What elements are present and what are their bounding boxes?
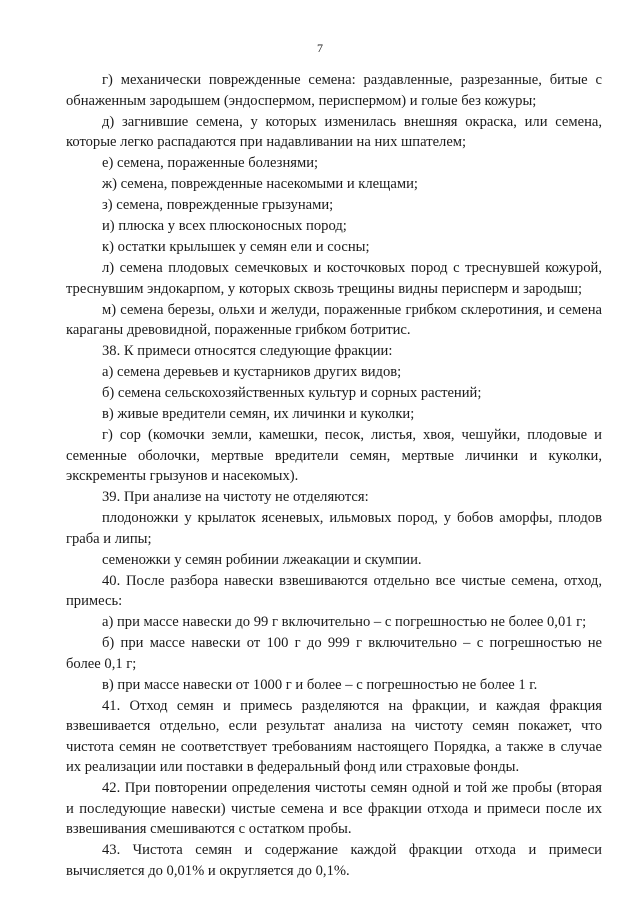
paragraph-38-g: г) сор (комочки земли, камешки, песок, листья, хвоя, чешуйки, плодовые и семенные оболочки, мертвые вредители семян, мертвые личинки и куколки, экскременты грызунов и насекомых). xyxy=(66,427,602,484)
page-number: 7 xyxy=(317,41,323,55)
paragraph-40-v: в) при массе навески от 1000 г и более – с погрешностью не более 1 г. xyxy=(102,676,538,693)
paragraph-e-diseased-seeds: е) семена, пораженные болезнями; xyxy=(102,155,319,171)
paragraph-d-rotten-seeds: д) загнившие семена, у которых изменилась внешняя окраска, или семена, которые легко распадаются при надавливании на них шпателем; xyxy=(66,113,602,150)
paragraph-38-heading: 38. К примеси относятся следующие фракции: xyxy=(102,343,393,359)
paragraph-40-heading: 40. После разбора навески взвешиваются отдельно все чистые семена, отход, примесь: xyxy=(66,572,602,609)
paragraph-43: 43. Чистота семян и содержание каждой фракции отхода и примеси вычисляется до 0,01% и округляется до 0,1%. xyxy=(66,842,602,879)
paragraph-40-a: а) при массе навески до 99 г включительно – с погрешностью не более 0,01 г; xyxy=(102,614,587,630)
paragraph-42: 42. При повторении определения чистоты семян одной и той же пробы (вторая и последующие навески) чистые семена и все фракции отхода и примеси после их взвешивания смешиваются с остатком пробы. xyxy=(66,780,602,837)
paragraph-m-fungus-seeds: м) семена березы, ольхи и желуди, пораженные грибком склеротиния, и семена караганы древовидной, пораженные грибком ботритис. xyxy=(66,301,602,338)
document-body xyxy=(66,70,602,881)
paragraph-l-cracked-seeds: л) семена плодовых семечковых и косточковых пород с треснувшей кожурой, треснувшим эндокарпом, у которых сквозь трещины видны перисперм и зародыш; xyxy=(66,260,602,297)
paragraph-g-damaged-seeds: г) механически поврежденные семена: раздавленные, разрезанные, битые с обнаженным зародышем (эндоспермом, периспермом) и голые без кожуры; xyxy=(66,72,602,109)
paragraph-39-item-2: семеножки у семян робинии лжеакации и скумпии. xyxy=(102,551,422,568)
paragraph-zh-insect-damaged: ж) семена, поврежденные насекомыми и клещами; xyxy=(102,176,418,192)
paragraph-39-item-1: плодоножки у крылаток ясеневых, ильмовых пород, у бобов аморфы, плодов граба и липы; xyxy=(66,510,602,547)
paragraph-38-a: а) семена деревьев и кустарников других видов; xyxy=(102,364,402,380)
paragraph-40-b: б) при массе навески от 100 г до 999 г включительно – с погрешностью не более 0,1 г; xyxy=(66,635,602,672)
paragraph-k-wing-remnants: к) остатки крылышек у семян ели и сосны; xyxy=(102,239,370,255)
paragraph-38-b: б) семена сельскохозяйственных культур и сорных растений; xyxy=(102,385,482,401)
paragraph-38-v: в) живые вредители семян, их личинки и куколки; xyxy=(102,406,415,422)
paragraph-41: 41. Отход семян и примесь разделяются на фракции, и каждая фракция взвешивается отдельно, если результат анализа на чистоту семян покажет, что чистота семян не соответствует требованиям настоящего Порядка, а также в случае их реализации или поставки в федеральный фонд или страховые фонды. xyxy=(66,697,602,775)
paragraph-z-rodent-damaged: з) семена, поврежденные грызунами; xyxy=(102,197,334,213)
paragraph-i-cupule: и) плюска у всех плюсконосных пород; xyxy=(102,218,347,234)
paragraph-39-heading: 39. При анализе на чистоту не отделяются: xyxy=(102,489,369,505)
